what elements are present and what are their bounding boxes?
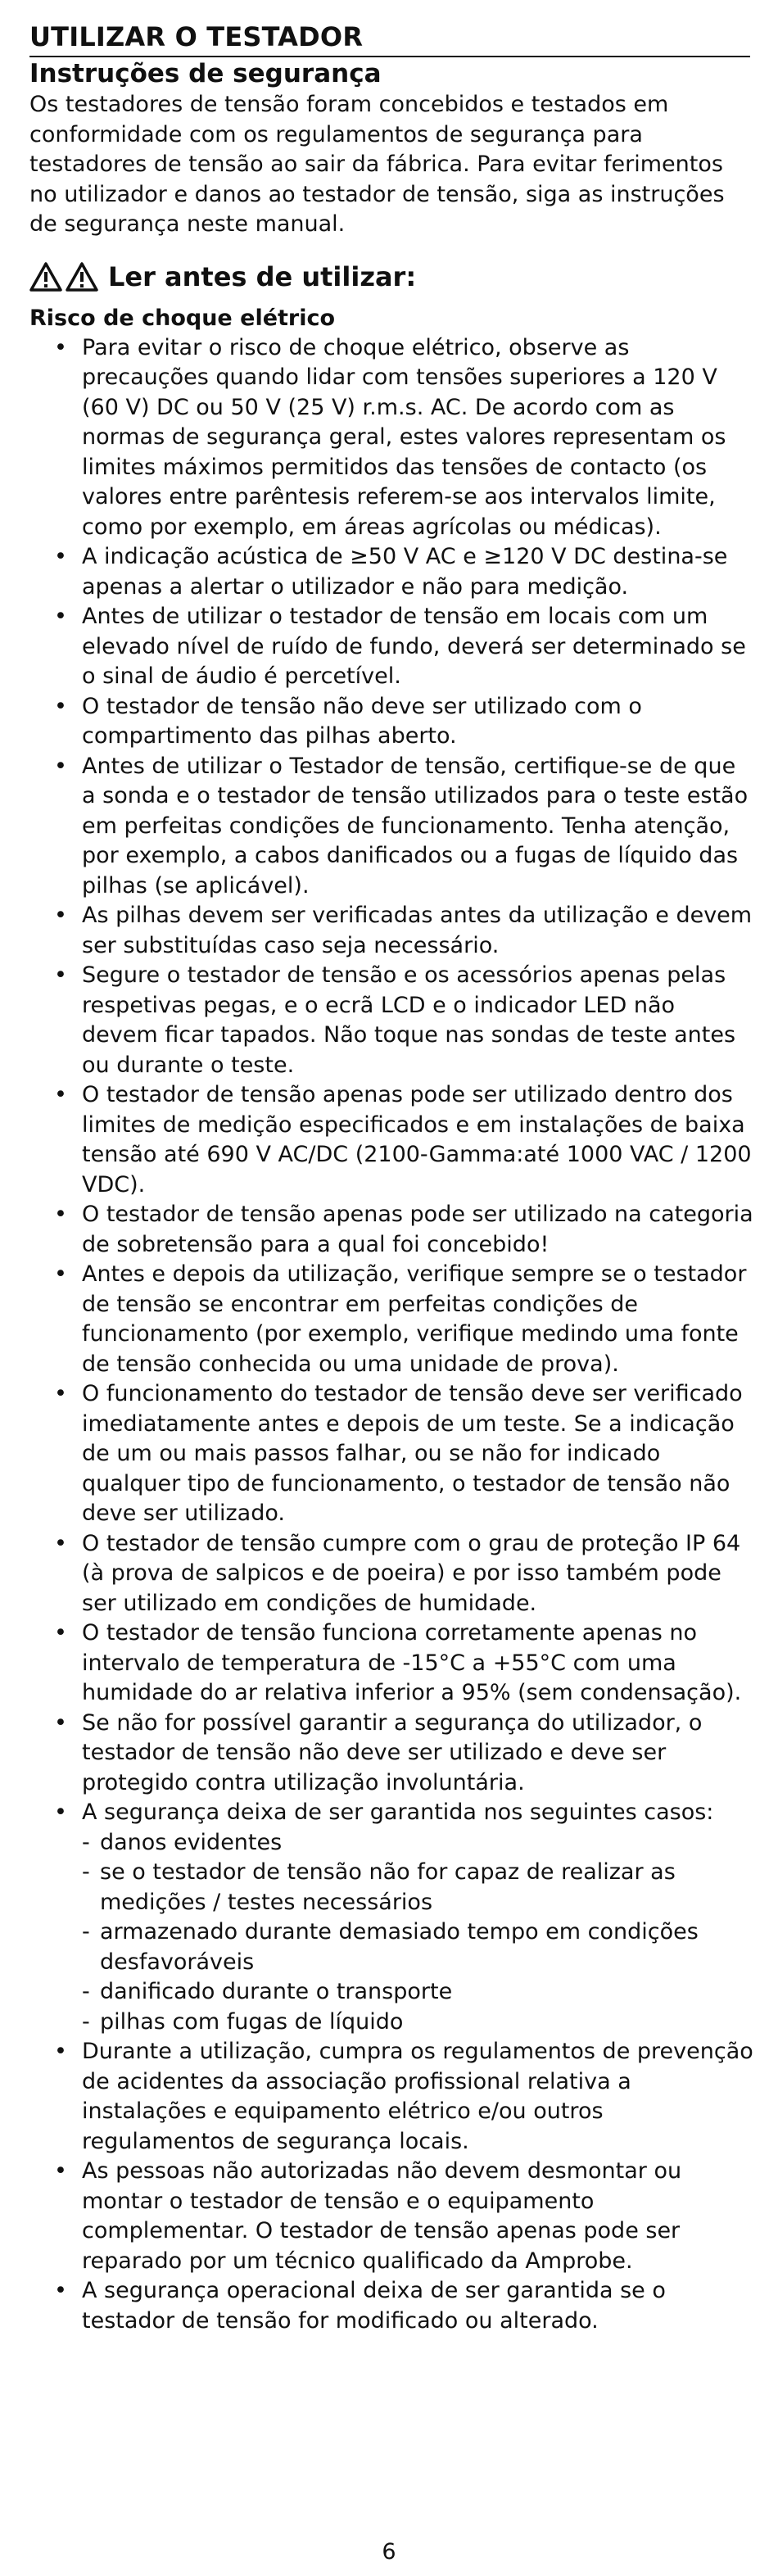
bullet-glyph: • <box>54 604 67 629</box>
bullet-glyph: • <box>54 753 67 779</box>
list-item: • Antes de utilizar o testador de tensão em locais com um elevado nível de ruído de fundo, deverá ser determinado se o sinal de áudio é percetível. <box>54 604 746 689</box>
list-item: • Se não for possível garantir a segurança do utilizador, o testador de tensão não deve ser utilizado e deve ser protegido contra utilização involuntária. <box>54 1709 703 1795</box>
manual-page <box>29 20 753 2336</box>
list-item: • O testador de tensão não deve ser utilizado com o compartimento das pilhas aberto. <box>54 693 642 749</box>
bullet-glyph: • <box>54 2158 67 2184</box>
sub-list-item: - pilhas com fugas de líquido <box>82 2008 753 2038</box>
sub-list-item: - danos evidentes <box>82 1828 753 1858</box>
warning-triangle-icon <box>66 261 98 292</box>
bullet-glyph: • <box>54 1709 67 1736</box>
dash-glyph: - <box>82 1919 90 1944</box>
list-item: • Segure o testador de tensão e os acessórios apenas pelas respetivas pegas, e o ecrã LCD e o indicador LED não devem ficar tapados. Não toque nas sondas de teste antes ou durante o teste. <box>54 962 736 1078</box>
bullet-glyph: • <box>54 1530 67 1556</box>
list-item: • As pessoas não autorizadas não devem desmontar ou montar o testador de tensão e o equipamento complementar. O testador de tensão apenas pode ser reparado por um técnico qualificado da Amprobe. <box>54 2158 682 2274</box>
warning-triangle-icon <box>29 261 62 292</box>
list-item: • O testador de tensão apenas pode ser utilizado dentro dos limites de medição especificados e em instalações de baixa tensão até 690 V AC/DC (2100-Gamma:até 1000 VAC / 1200 VDC). <box>54 1082 752 1197</box>
safety-list <box>29 333 753 2337</box>
list-item: • As pilhas devem ser verificadas antes da utilização e devem ser substituídas caso seja necessário. <box>54 903 753 958</box>
bullet-glyph: • <box>54 1082 67 1107</box>
conditions-sublist <box>82 1828 753 2038</box>
warning-heading: Ler antes de utilizar: <box>108 260 417 292</box>
bullet-glyph: • <box>54 962 67 988</box>
sub-list-item: - armazenado durante demasiado tempo em condições desfavoráveis <box>82 1919 699 1975</box>
list-item: • Durante a utilização, cumpra os regulamentos de prevenção de acidentes da associação profissional relativa a instalações e equipamento elétrico e/ou outros regulamentos de segurança locais. <box>54 2039 753 2154</box>
list-item-conditions: • A segurança deixa de ser garantida nos seguintes casos: - danos evidentes - se o testador de tensão não for capaz de realizar as medições / testes necessários - armazenado durante demasiado tempo em condições desfavoráveis - danificado durante o transporte - pilhas com fugas de líquido <box>29 1798 753 2037</box>
bullet-glyph: • <box>54 693 67 719</box>
list-item: • O funcionamento do testador de tensão deve ser verificado imediatamente antes e depois de um teste. Se a indicação de um ou mais passos falhar, ou se não for indicado qualquer tipo de funcionamento, o testador de tensão não deve ser utilizado. <box>54 1381 743 1526</box>
dash-glyph: - <box>82 1859 90 1885</box>
risk-heading: Risco de choque elétrico <box>29 305 336 331</box>
list-item: • O testador de tensão apenas pode ser utilizado na categoria de sobretensão para a qual foi concebido! <box>54 1202 753 1257</box>
bullet-glyph: • <box>54 2039 67 2064</box>
section-title: UTILIZAR O TESTADOR <box>29 21 364 52</box>
intro-paragraph: Os testadores de tensão foram concebidos e testados em conformidade com os regulamentos de segurança para testadores de tensão ao sair da fábrica. Para evitar ferimentos no utilizador e danos ao testador de tensão, siga as instruções de segurança neste manual. <box>29 92 725 237</box>
bullet-glyph: • <box>54 2278 67 2303</box>
list-item: • Para evitar o risco de choque elétrico, observe as precauções quando lidar com tensões superiores a 120 V (60 V) DC ou 50 V (25 V) r.m.s. AC. De acordo com as normas de segurança geral, estes valores representam os limites máximos permitidos das tensões de contacto (os valores entre parêntesis referem-se aos intervalos limite, como por exemplo, em áreas agrícolas ou médicas). <box>54 334 726 540</box>
list-item: • O testador de tensão funciona corretamente apenas no intervalo de temperatura de -15°C a +55°C com uma humidade do ar relativa inferior a 95% (sem condensação). <box>54 1620 742 1705</box>
bullet-glyph: • <box>54 334 67 360</box>
sub-list-item: - danificado durante o transporte <box>82 1977 753 2008</box>
subtitle: Instruções de segurança <box>29 59 382 88</box>
dash-glyph: - <box>82 2008 90 2035</box>
bullet-glyph: • <box>54 1800 67 1825</box>
bullet-glyph: • <box>54 903 67 928</box>
bullet-glyph: • <box>54 1381 67 1406</box>
list-item: • Antes de utilizar o Testador de tensão, certifique-se de que a sonda e o testador de tensão utilizados para o teste estão em perfeitas condições de funcionamento. Tenha atenção, por exemplo, a cabos danificados ou a fugas de líquido das pilhas (se aplicável). <box>54 753 749 899</box>
list-item: • Antes e depois da utilização, verifique sempre se o testador de tensão se encontrar em perfeitas condições de funcionamento (por exemplo, verifique medindo uma fonte de tensão conhecida ou uma unidade de prova). <box>54 1261 747 1377</box>
list-item: • A segurança operacional deixa de ser garantida se o testador de tensão for modificado ou alterado. <box>54 2278 666 2334</box>
bullet-glyph: • <box>54 544 67 569</box>
warning-heading-row <box>29 256 750 297</box>
dash-glyph: - <box>82 1979 90 2004</box>
list-item: • O testador de tensão cumpre com o grau de proteção IP 64 (à prova de salpicos e de poeira) e por isso também pode ser utilizado em condições de humidade. <box>54 1530 741 1616</box>
bullet-glyph: • <box>54 1261 67 1287</box>
page-number: 6 <box>382 2539 396 2565</box>
list-item: • A indicação acústica de ≥50 V AC e ≥120 V DC destina-se apenas a alertar o utilizador e não para medição. <box>54 544 728 600</box>
bullet-glyph: • <box>54 1202 67 1227</box>
dash-glyph: - <box>82 1829 90 1855</box>
sub-list-item: - se o testador de tensão não for capaz de realizar as medições / testes necessários <box>82 1859 676 1915</box>
bullet-glyph: • <box>54 1620 67 1646</box>
